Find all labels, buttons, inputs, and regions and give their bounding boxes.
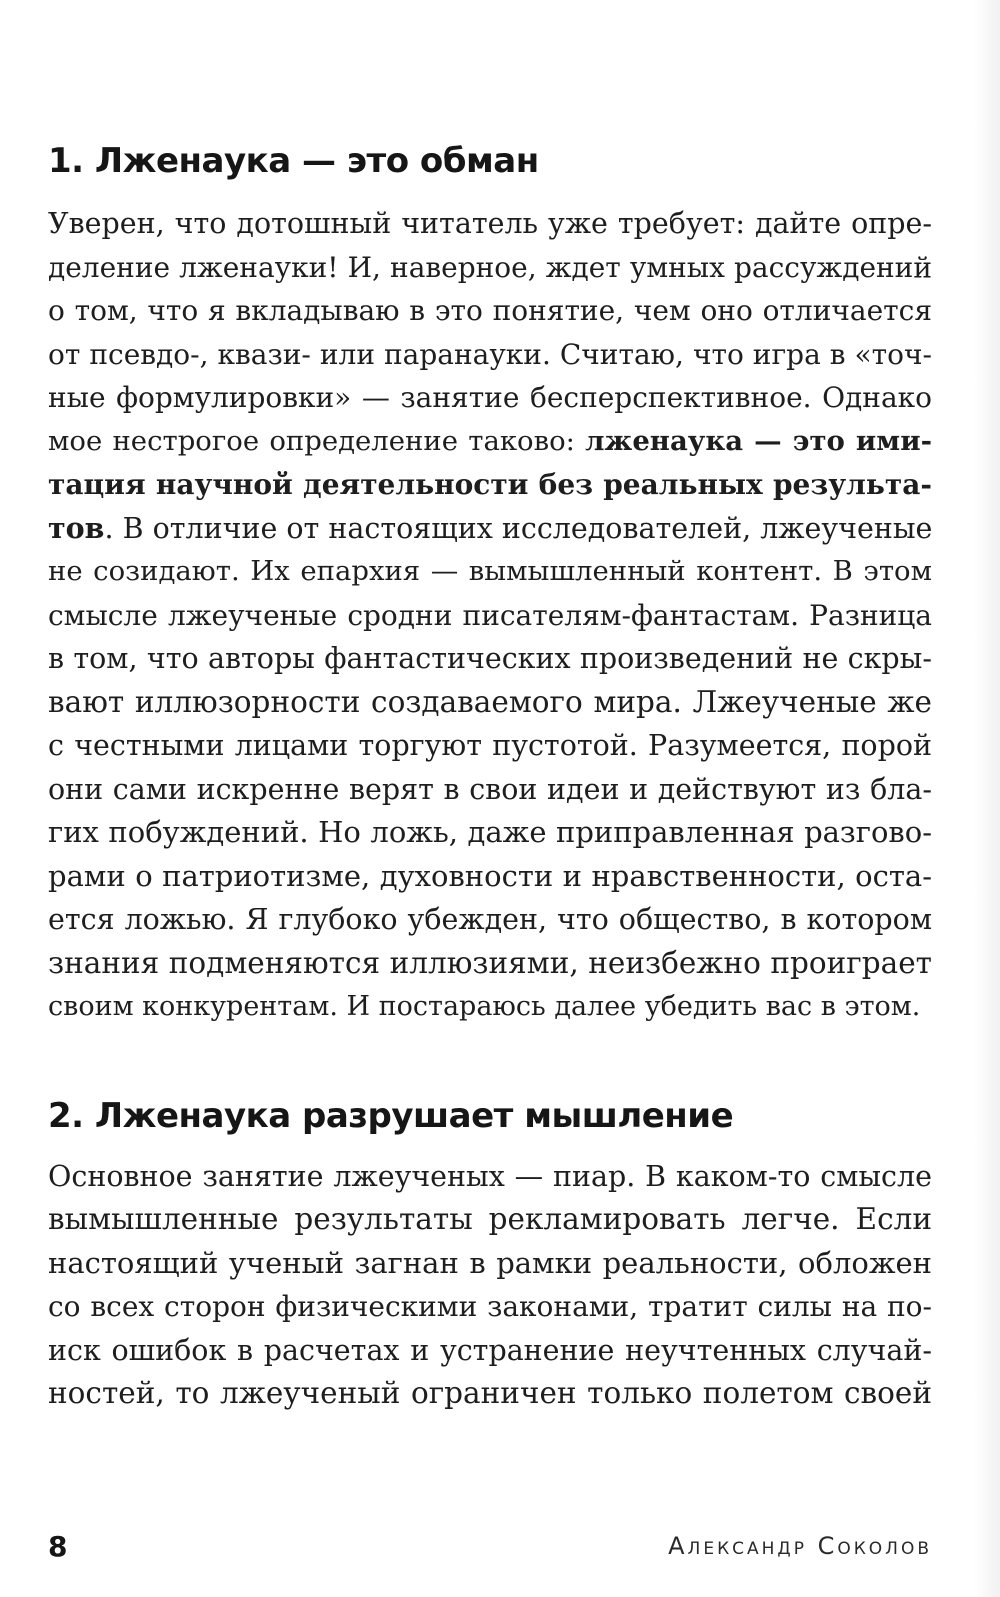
text-line: со всех сторон физическими законами, тратит силы на по-	[48, 1290, 932, 1323]
text-line: ется ложью. Я глубоко убежден, что общество, в котором	[48, 903, 932, 936]
running-head-author: Александр Соколов	[668, 1532, 932, 1560]
definition-bold: тация научной деятельности без реальных результа-	[48, 468, 932, 501]
text-line: не созидают. Их епархия — вымышленный контент. В этом	[48, 555, 932, 587]
text-line: деление лженауки! И, наверное, ждет умных рассуждений	[48, 250, 932, 284]
section-paragraph-1	[48, 202, 932, 1029]
page-edge-shadow	[974, 0, 1000, 1597]
text-line: они сами искренне верят в свои идеи и действуют из бла-	[48, 772, 932, 806]
section-heading-1: 1. Лженаука — это обман	[48, 141, 539, 181]
page-content	[48, 130, 932, 1416]
page-footer	[48, 1530, 932, 1570]
definition-bold: тов	[48, 510, 105, 545]
text-line: знания подменяются иллюзиями, неизбежно проиграет	[48, 945, 932, 980]
text-line: ностей, то лжеученый ограничен только полетом своей	[48, 1376, 932, 1410]
text-line: своим конкурентам. И постараюсь далее убедить вас в этом.	[48, 991, 921, 1022]
text-run: мое нестрогое определение таково:	[48, 424, 586, 457]
page-number: 8	[48, 1530, 68, 1563]
text-line: о том, что я вкладываю в это понятие, чем оно отличается	[48, 294, 932, 327]
section-heading-2: 2. Лженаука разрушает мышление	[48, 1095, 734, 1136]
text-line: вают иллюзорности создаваемого мира. Лжеученые же	[48, 684, 932, 719]
text-line: гих побуждений. Но ложь, даже приправленная разгово-	[48, 815, 932, 849]
text-line: Уверен, что дотошный читатель уже требует: дайте опре-	[48, 207, 932, 240]
text-line: смысле лжеученые сродни писателям-фантастам. Разница	[48, 598, 932, 632]
text-run: . В отличие от настоящих исследователей, лжеученые	[104, 511, 933, 545]
text-line: иск ошибок в расчетах и устранение неучтенных случай-	[48, 1333, 932, 1367]
section-paragraph-2	[48, 1155, 932, 1416]
definition-bold: лженаука — это ими-	[585, 424, 933, 457]
text-line: рами о патриотизме, духовности и нравственности, оста-	[48, 858, 932, 893]
text-line	[48, 463, 932, 507]
text-line: Основное занятие лжеученых — пиар. В каком-то смысле	[48, 1159, 932, 1193]
text-line: вымышленные результаты рекламировать легче. Если	[48, 1202, 932, 1236]
text-line	[48, 420, 932, 464]
text-line: ные формулировки» — занятие бесперспективное. Однако	[48, 381, 932, 414]
text-line: с честными лицами торгуют пустотой. Разумеется, порой	[48, 729, 932, 762]
text-line	[48, 507, 932, 551]
text-line: от псевдо-, квази- или паранауки. Считаю, что игра в «точ-	[48, 337, 932, 371]
text-line: в том, что авторы фантастических произведений не скры-	[48, 642, 932, 675]
text-line: настоящий ученый загнан в рамки реальности, обложен	[48, 1245, 932, 1280]
